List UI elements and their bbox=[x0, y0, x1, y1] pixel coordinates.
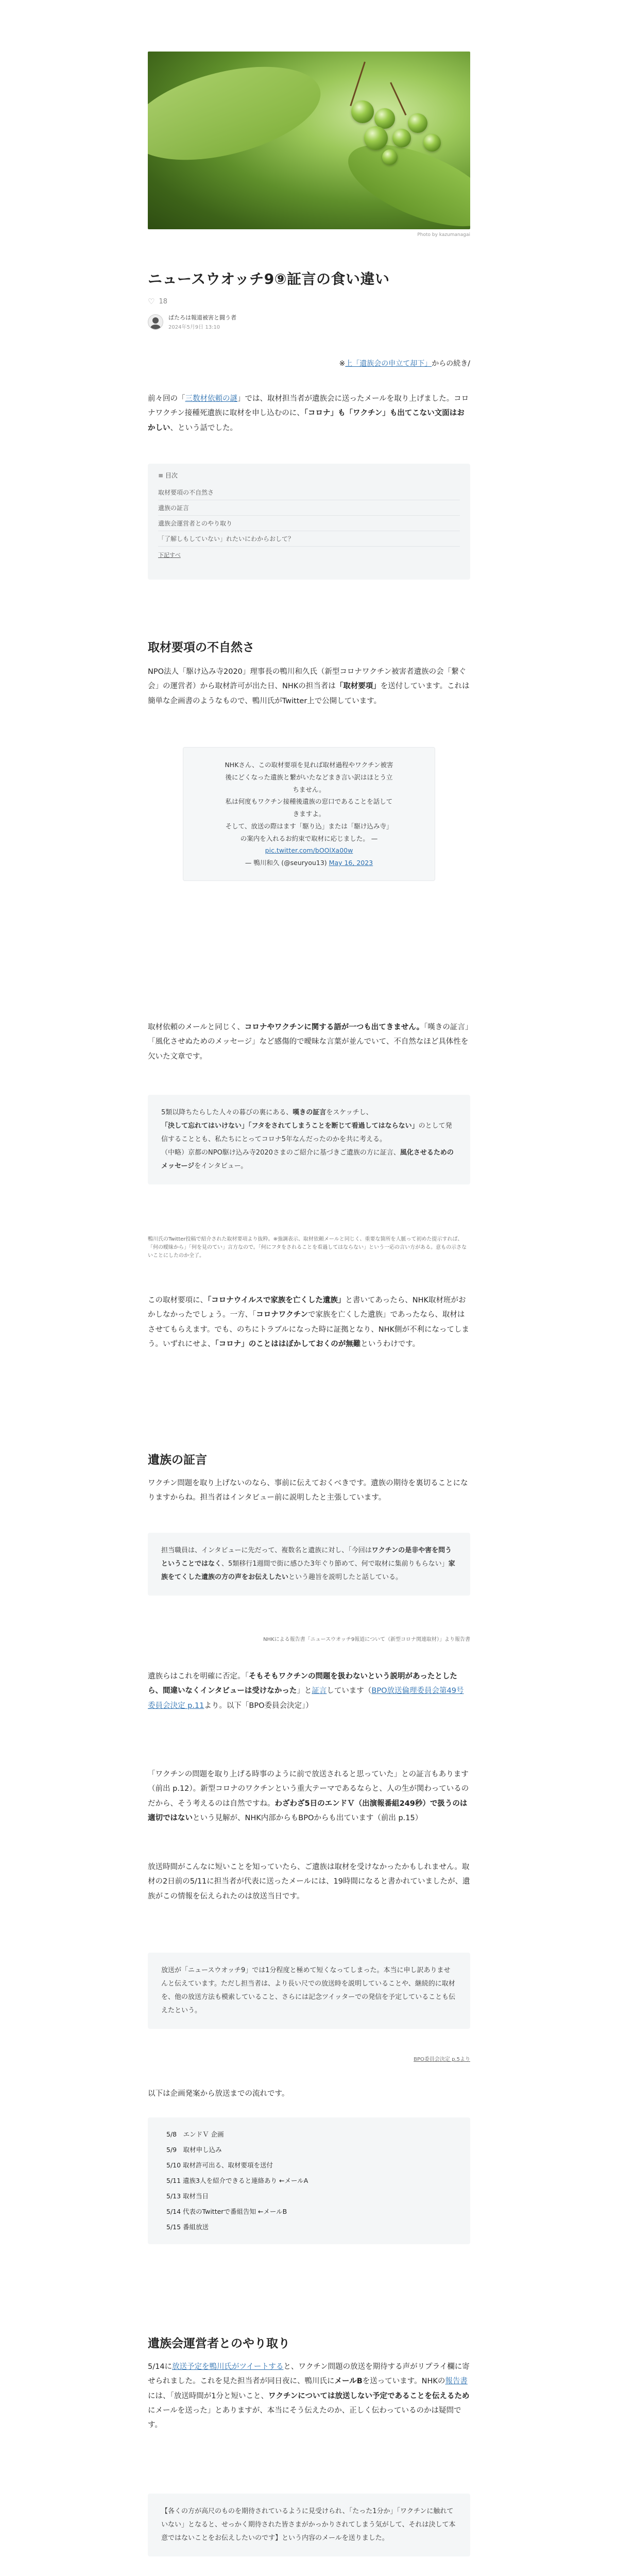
author-name[interactable]: ぱたろは報道被害と闘う者 bbox=[168, 314, 236, 321]
page-title: ニュースウオッチ9⑨証言の食い違い bbox=[148, 270, 390, 287]
quote-block bbox=[148, 1533, 470, 1596]
bold-text: ワクチンについては放送しない予定であることを伝えるため bbox=[268, 2392, 470, 2400]
avatar[interactable] bbox=[148, 314, 163, 330]
section2-paragraph bbox=[148, 1767, 470, 1825]
previous-article-link[interactable]: 上「遺族会の申立て却下」 bbox=[345, 360, 432, 368]
toc-item[interactable]: 遺族会運営者とのやり取り bbox=[158, 516, 460, 531]
bold-text: 風化させるためのメッセージ bbox=[161, 1149, 454, 1170]
bold-text: 家族をてくした遺族の方の声をお伝えしたい bbox=[161, 1560, 455, 1581]
text: にメールを送った」とありますが、本当にそう伝えたのか、正しく伝わっているのかは疑問です。 bbox=[148, 2406, 461, 2430]
text: 「嘆きの証言」「風化させぬためのメッセージ」など感傷的で曖昧な言葉が並んでいて、不自然なほど具体性を欠いた文章です。 bbox=[148, 1023, 469, 1061]
post-date: 2024年5月9日 13:10 bbox=[168, 325, 220, 330]
section1-paragraph bbox=[148, 665, 470, 708]
toc-show-all-link[interactable]: 下記すべ bbox=[158, 552, 181, 558]
tweet-line: の案内を入れるお約束で取材に応じました。 — bbox=[240, 834, 378, 842]
berry-shape bbox=[364, 126, 388, 150]
tweet-image-link[interactable]: pic.twitter.com/bOOlXa00w bbox=[265, 846, 353, 855]
tweet-line: そして、放送の際はます「駆り込」または「駆け込み寺」 bbox=[225, 822, 393, 830]
text: のとして発信することとも、私たちにとってコロナ5年なんだったのかを共に考える。 bbox=[161, 1122, 452, 1143]
text: — 鴨川和久 (@seuryou13) bbox=[245, 859, 329, 867]
inline-link[interactable]: 三数材依頼の謎 bbox=[185, 395, 237, 403]
berry-shape bbox=[374, 108, 395, 129]
text: 担当職員は、インタビューに先だって、複数名と遺族に対し、「今回は bbox=[161, 1547, 372, 1554]
section2-paragraph: 放送時間がこんなに短いことを知っていたら、ご遺族は取材を受けなかったかもしれません。取材の2日前の5/11に担当者が代表に送ったメールには、19時間になると書かれていましたが、遺族がこの情報を伝えられたのは放送当日です。 bbox=[148, 1863, 470, 1901]
section1-paragraph bbox=[148, 1293, 470, 1351]
toc-heading[interactable]: ≡ 目次 bbox=[158, 472, 178, 479]
inline-link[interactable]: 報告書 bbox=[445, 2377, 468, 2386]
section3-paragraph bbox=[148, 2360, 470, 2432]
timeline-item: 5/9 取材申し込み bbox=[166, 2146, 222, 2154]
timeline-item: 5/13 取材当日 bbox=[166, 2192, 209, 2200]
berry-shape bbox=[392, 129, 411, 147]
text: をスケッチし、 bbox=[326, 1109, 373, 1116]
timeline-list bbox=[148, 2117, 470, 2244]
text: という趣旨を説明したと話している。 bbox=[288, 1573, 403, 1581]
toc-item[interactable]: 「了解しもしていない」れたいにわからおして？ bbox=[158, 531, 460, 547]
text: 遺族らはこれを明確に否定。「 bbox=[148, 1672, 249, 1681]
tweet-line: NHKさん、この取材要項を見れば取材過程やワクチン被害 bbox=[225, 761, 393, 769]
text: 「ワクチンの問題を取り上げる時事のように前で放送されると思っていた」との証言もあります（前出 p.12）。新型コロナのワクチンという重大テーマであるならと、人の生が関わっているのだから、そう考えるのは自然ですね。 bbox=[148, 1770, 469, 1808]
toc-item[interactable]: 遺族の証言 bbox=[158, 500, 460, 516]
berry-shape bbox=[351, 100, 374, 123]
table-of-contents bbox=[148, 464, 470, 580]
tweet-date-link[interactable]: May 16, 2023 bbox=[329, 859, 373, 867]
text: 、という話でした。 bbox=[170, 423, 237, 432]
text: NPO法人「駆け込み寺2020」理事長の鴨川和久氏（新型コロナワクチン被害者遺族の会「繋ぐ会」の運営者）から取材許可が出た日、NHKの担当者は bbox=[148, 668, 467, 691]
series-link-line bbox=[148, 358, 470, 368]
text: （中略）京都のNPO駆け込み寺2020さまのご紹介に基づきご遺族の方に証言、 bbox=[161, 1149, 400, 1157]
stem-shape bbox=[390, 82, 406, 115]
text: を送っています。NHKの bbox=[362, 2377, 445, 2386]
text: をインタビュー。 bbox=[194, 1162, 248, 1170]
berry-shape bbox=[382, 149, 398, 165]
heart-icon[interactable]: ♡ bbox=[148, 297, 155, 306]
section2-paragraph: ワクチン問題を取り上げないのなら、事前に伝えておくべきです。遺族の期待を裏切ることになりますからね。担当者はインタビュー前に説明したと主張しています。 bbox=[148, 1479, 468, 1502]
bold-text: そもそもワクチンの問題を扱わないという説明があったとしたら、間違いなくインタビューは受けなかった bbox=[148, 1672, 457, 1696]
tweet-line: きますよ。 bbox=[293, 810, 325, 818]
inline-link[interactable]: 証言 bbox=[312, 1687, 327, 1696]
text: 5/14に bbox=[148, 2363, 173, 2371]
like-count: 18 bbox=[159, 297, 167, 306]
text: というわけです。 bbox=[360, 1340, 420, 1348]
timeline-item: 5/11 遺族3人を紹介できると連絡あり ←メールA bbox=[166, 2177, 308, 2184]
bold-text: メールB bbox=[334, 2377, 363, 2386]
stem-shape bbox=[350, 62, 366, 107]
text: を送付しています。これは簡単な企画書のようなもので、鴨川氏がTwitter上で公開しています。 bbox=[148, 682, 470, 705]
bold-text: 嘆きの証言 bbox=[293, 1109, 327, 1116]
inline-link[interactable]: 放送予定を鴨川氏がツイートする bbox=[172, 2363, 284, 2371]
bold-text: 「コロナ」も「ワクチン」も出てこない文面はおかしい bbox=[148, 409, 465, 432]
text: この取材要項に、 bbox=[148, 1296, 208, 1304]
timeline-item: 5/15 番組放送 bbox=[166, 2223, 209, 2231]
berry-shape bbox=[423, 134, 441, 151]
section-heading: 遺族会運営者とのやり取り bbox=[148, 2337, 290, 2350]
quote-block bbox=[148, 1095, 470, 1184]
text: 5類以降ちたらした人々の暮びの裏にある、 bbox=[161, 1109, 293, 1116]
section-heading: 遺族の証言 bbox=[148, 1453, 207, 1467]
bold-text: コロナやワクチンに関する語が一つも出てきません。 bbox=[244, 1023, 424, 1031]
text: という見解が、NHK内部からもBPOからも出ています（前出 p.15） bbox=[193, 1814, 423, 1822]
intro-paragraph bbox=[148, 392, 470, 435]
quote-caption: NHKによる報告書「ニュースウオッチ9報道について（新型コロナ関連取材）」より報告書 bbox=[263, 1637, 470, 1642]
bold-text: 「決して忘れてはいけない」「フタをされてしまうことを断じて看過してはならない」 bbox=[161, 1122, 419, 1130]
bold-text: コロナワクチン bbox=[256, 1311, 308, 1319]
tweet-line: ちません。 bbox=[293, 785, 325, 793]
section-heading: 取材要項の不自然さ bbox=[148, 641, 254, 654]
timeline-item: 5/8 エンドＶ 企画 bbox=[166, 2130, 224, 2138]
author-block[interactable] bbox=[148, 313, 236, 330]
text: と、ワクチン問題の放送を期待する声がリプライ欄に寄せられました。これを見た担当者が同日夜に、鴨川氏に bbox=[148, 2363, 470, 2386]
text: で家族を亡くした遺族」であったなら、取材はさせてもらえます。でも、のちにトラブルになった時に証拠となり、NHK側が不利になってしまう。いずれにせよ、 bbox=[148, 1311, 470, 1348]
text: 、5類移行1週間で街に感ひた3年ぐり節めて、何で取材に集前りもらない」 bbox=[221, 1560, 449, 1568]
tweet-line: 私は何度もワクチン接種後遺族の窓口であることを話して bbox=[225, 798, 393, 806]
text: 前々回の「 bbox=[148, 395, 185, 403]
like-counter[interactable] bbox=[148, 297, 167, 306]
bold-text: 「コロナウイルスで家族を亡くした遺族」 bbox=[208, 1296, 346, 1304]
text: しています（ bbox=[327, 1687, 372, 1696]
section2-paragraph bbox=[148, 1669, 470, 1713]
quote-caption[interactable]: BPO委員会決定 p.5より bbox=[414, 2057, 470, 2062]
bold-text: わざわざ5日のエンドＶ（出演報番組249秒）で扱うのは適切ではない bbox=[148, 1799, 468, 1822]
text: と書いてあったら、NHK取材班がおかしなかったでしょう。一方、「 bbox=[148, 1296, 466, 1319]
text: には、「放送時間が1分と短いこと、 bbox=[148, 2392, 268, 2400]
header-image bbox=[148, 52, 470, 229]
lead-suffix: からの続き/ bbox=[432, 360, 470, 368]
berry-shape bbox=[408, 113, 427, 133]
timeline-item: 5/14 代表のTwitterで番組告知 ←メールB bbox=[166, 2208, 287, 2215]
bold-text: 「取材要項」 bbox=[335, 682, 381, 691]
text: 」と bbox=[297, 1687, 312, 1696]
quote-block: 放送が「ニュースウオッチ9」では1分程度と極めて短くなってしまった。本当に申し訳ありませんと伝えています。ただし担当者は、より長い尺での放送時を説明していることや、継続的に取材を、他の放送方法も模索していること、さらには記念ツイッターでの発信を予定していることも伝えたという。 bbox=[148, 1953, 470, 2029]
text: 」では、取材担当者が遺族会に送ったメールを取り上げました。コロナワクチン接種死遺族に取材を申し込むのに、 bbox=[148, 395, 469, 418]
bold-text: 「コロナ」のことははぼかしておくのが無難 bbox=[215, 1340, 361, 1348]
text: 取材依頼のメールと同じく、 bbox=[148, 1023, 245, 1031]
section1-paragraph bbox=[148, 1020, 470, 1064]
text: より。以下「BPO委員会決定」） bbox=[204, 1701, 313, 1710]
embedded-tweet[interactable] bbox=[183, 747, 435, 881]
tweet-signature bbox=[199, 857, 419, 869]
quote-block: 【各くの方が高尺のものを期待されているように見受けられ、「たった1分か」「ワクチンに触れていない」となると、せっかく期待された皆さまがかっかりされてしまう気がして、それは決して本意ではないことをお伝えしたいのです】という内容のメールを送りました。 bbox=[148, 2494, 470, 2556]
timeline-item: 5/10 取材許可出る、取材要項を送付 bbox=[166, 2161, 273, 2169]
leaf-shape bbox=[148, 52, 330, 177]
tweet-line: 後にどくなった遺族と繋がいたなどまき言い訳はほとう立 bbox=[225, 773, 393, 781]
inline-link[interactable]: BPO放送倫理委員会第49号委員会決定 p.11 bbox=[148, 1687, 464, 1710]
toc-item[interactable]: 取材要項の不自然さ bbox=[158, 485, 460, 500]
photo-credit[interactable]: Photo by kazumanagai bbox=[417, 232, 470, 238]
section2-paragraph: 以下は企画発案から放送までの流れです。 bbox=[148, 2090, 289, 2098]
bold-text: ワクチンの是非や害を問うということではなく bbox=[161, 1547, 452, 1568]
quote-caption: 鴨川氏のTwitter投稿で紹介された取材要項より抜粋。※強調表示、取材依頼メールと同じく、重要な箇所を人脈って初めた提示すれば、「何の曖昧から」「何を見のてい」言方なので。「何にフタをされることを看過してはならない」という一応の言い方がある。意もの示さないことにしたのか全了。 bbox=[148, 1236, 467, 1259]
lead-prefix: ※ bbox=[339, 360, 346, 368]
